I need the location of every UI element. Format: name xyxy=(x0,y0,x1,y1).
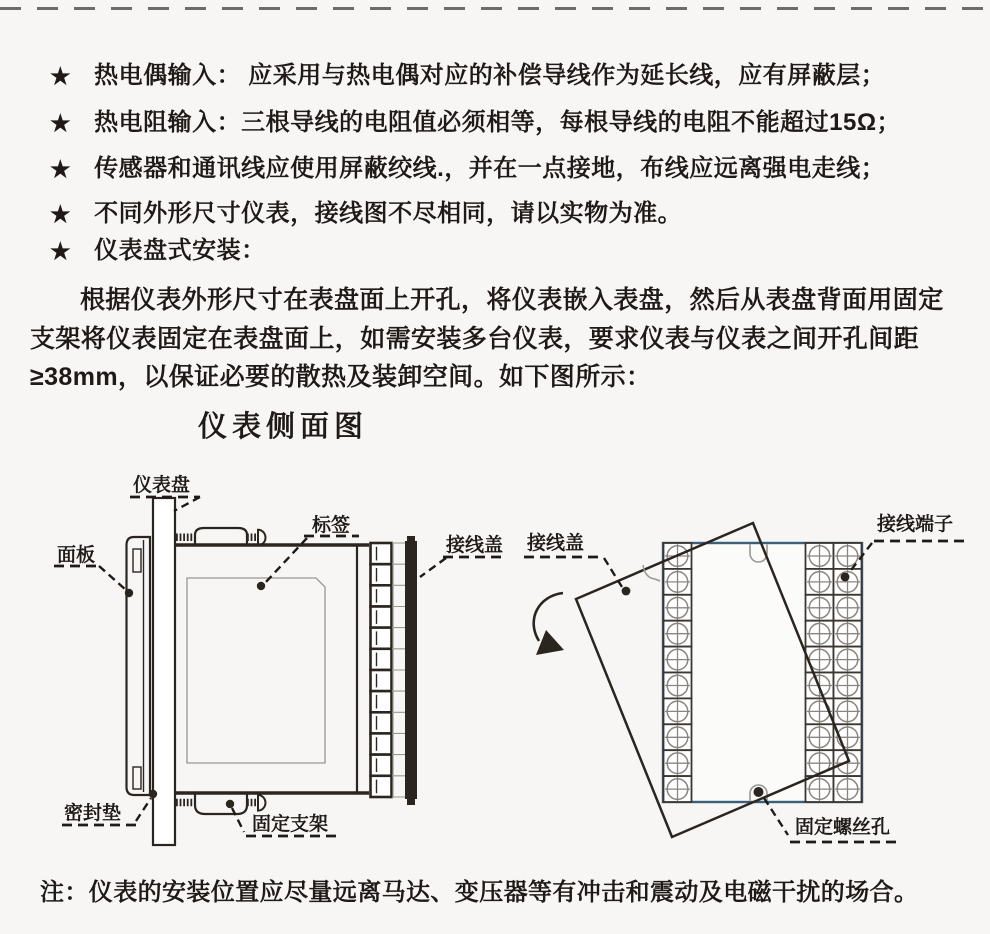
star-icon: ★ xyxy=(50,156,72,182)
instrument-case xyxy=(175,545,369,793)
terminal-ladder xyxy=(371,543,406,797)
callout-terminal-cover-right xyxy=(524,531,630,595)
bullet-text: 仪表盘式安装： xyxy=(94,237,266,264)
bullet-item xyxy=(50,236,950,266)
label-panel-board: 仪表盘 xyxy=(133,475,191,496)
label-screw-hole: 固定螺丝孔 xyxy=(795,817,891,838)
label-terminals: 接线端子 xyxy=(877,514,954,535)
star-icon: ★ xyxy=(50,63,72,89)
bullet-text: 热电偶输入： 应采用与热电偶对应的补偿导线作为延长线，应有屏蔽层； xyxy=(94,62,886,89)
side-view-diagram xyxy=(40,460,520,855)
bullet-item xyxy=(50,61,950,91)
terminal-cover-bar xyxy=(405,536,417,805)
bullet-item xyxy=(50,108,950,138)
star-icon: ★ xyxy=(50,110,72,136)
label-sticker: 标签 xyxy=(312,515,351,536)
top-dashed-border xyxy=(0,7,990,10)
intro-paragraph: 根据仪表外形尺寸在表盘面上开孔，将仪表嵌入表盘，然后从表盘背面用固定支架将仪表固定在表盘面上，如需安装多台仪表，要求仪表与仪表之间开孔间距≥38mm，以保证必要的散热及装卸空间。如下图所示： xyxy=(30,286,944,391)
bullet-text: 热电阻输入：三根导线的电阻值必须相等，每根导线的电阻不能超过15Ω； xyxy=(94,109,902,136)
bullet-text: 不同外形尺寸仪表，接线图不尽相同，请以实物为准。 xyxy=(94,200,683,227)
terminal-column-left xyxy=(664,543,692,802)
fixing-bracket-top xyxy=(176,528,265,545)
callout-screw-hole xyxy=(764,798,898,842)
fixing-bracket-bottom xyxy=(176,793,265,814)
bullet-text: 传感器和通讯线应使用屏蔽绞线.，并在一点接地，布线应远离强电走线； xyxy=(94,155,886,182)
side-view-title: 仪表侧面图 xyxy=(198,411,369,443)
label-terminal-cover: 接线盖 xyxy=(446,535,504,556)
callout-fixing-bracket xyxy=(226,800,341,836)
bullet-item xyxy=(50,199,950,229)
callout-terminal-cover xyxy=(420,533,507,577)
bullet-item xyxy=(50,154,950,184)
note-text: 注：仪表的安装位置应尽量远离马达、变压器等有冲击和震动及电磁干扰的场合。 xyxy=(40,879,919,906)
label-fixing-bracket: 固定支架 xyxy=(252,814,329,835)
rotate-arrow-icon xyxy=(534,593,564,655)
label-sticker-area xyxy=(187,578,325,763)
label-front-panel: 面板 xyxy=(57,545,96,566)
rear-view-diagram xyxy=(520,495,980,860)
star-icon: ★ xyxy=(50,238,72,264)
star-icon: ★ xyxy=(50,201,72,227)
label-seal-gasket: 密封垫 xyxy=(64,803,122,824)
callout-front-panel xyxy=(54,543,133,597)
front-bezel xyxy=(127,537,151,795)
label-terminal-cover-right: 接线盖 xyxy=(527,533,585,554)
